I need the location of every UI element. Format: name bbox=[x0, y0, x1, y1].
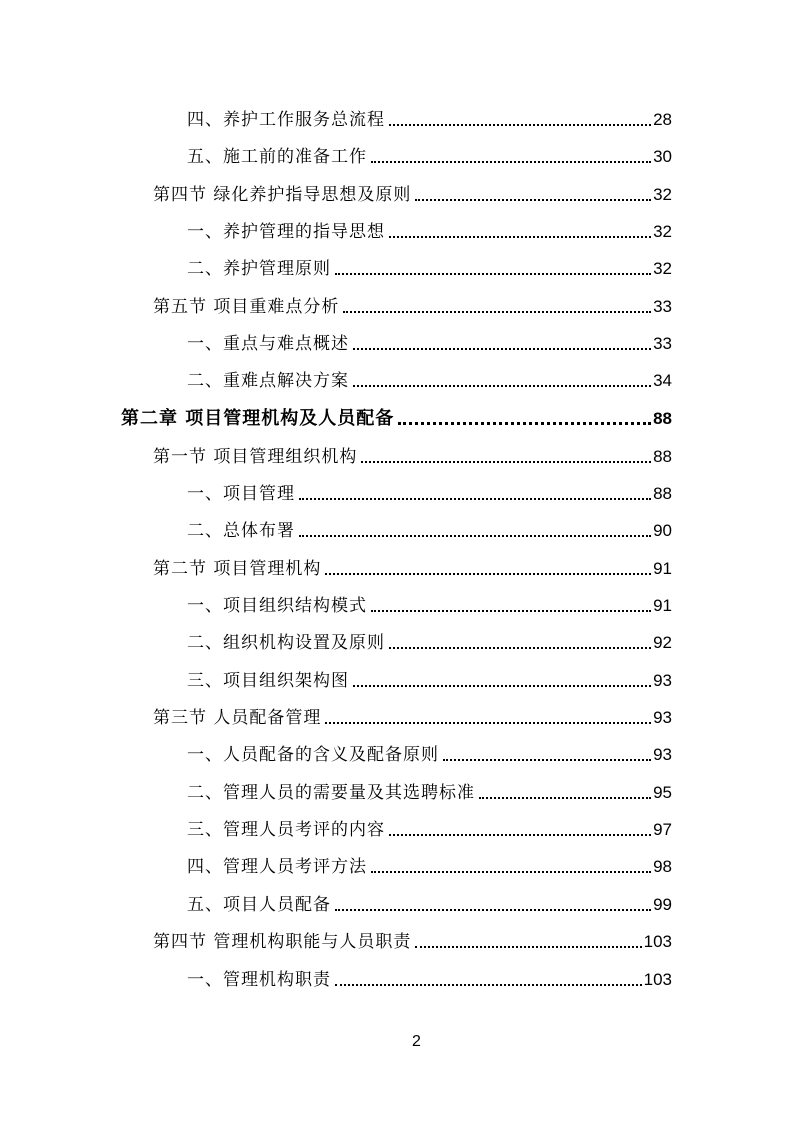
dot-leader bbox=[389, 123, 651, 126]
toc-entry-title: 二、重难点解决方案 bbox=[187, 371, 349, 391]
toc-entry-page: 98 bbox=[653, 857, 672, 876]
toc-entry[interactable] bbox=[0, 928, 672, 952]
dot-leader bbox=[325, 721, 651, 724]
toc-entry-title: 二、管理人员的需要量及其选聘标准 bbox=[187, 783, 475, 803]
toc-entry-title: 四、养护工作服务总流程 bbox=[187, 110, 385, 130]
dot-leader bbox=[299, 534, 651, 537]
dot-leader bbox=[415, 945, 641, 948]
toc-entry-title: 二、养护管理原则 bbox=[187, 259, 331, 279]
toc-entry-page: 93 bbox=[653, 708, 672, 727]
toc-entry[interactable] bbox=[0, 367, 672, 391]
dot-leader bbox=[371, 160, 651, 163]
toc-entry[interactable] bbox=[0, 853, 672, 877]
toc-entry[interactable] bbox=[0, 966, 672, 990]
toc-entry-page: 93 bbox=[653, 671, 672, 690]
dot-leader bbox=[335, 272, 651, 275]
toc-entry[interactable] bbox=[0, 480, 672, 504]
toc-entry-page: 90 bbox=[653, 521, 672, 540]
toc-entry-page: 88 bbox=[653, 409, 672, 428]
dot-leader bbox=[415, 198, 651, 201]
toc-entry[interactable] bbox=[0, 106, 672, 130]
dot-leader bbox=[299, 497, 651, 500]
toc-entry[interactable] bbox=[0, 181, 672, 205]
toc-entry-title: 第二章 项目管理机构及人员配备 bbox=[121, 408, 395, 429]
toc-entry[interactable] bbox=[0, 704, 672, 728]
toc-entry-title: 第四节 绿化养护指导思想及原则 bbox=[153, 185, 412, 205]
toc-entry-title: 一、管理机构职责 bbox=[187, 970, 331, 990]
toc-entry[interactable] bbox=[0, 741, 672, 765]
dot-leader bbox=[389, 646, 651, 649]
toc-entry[interactable] bbox=[0, 667, 672, 691]
dot-leader bbox=[479, 796, 651, 799]
toc-entry-page: 93 bbox=[653, 745, 672, 764]
toc-entry-page: 92 bbox=[653, 633, 672, 652]
page-number: 2 bbox=[412, 1033, 421, 1050]
toc-entry-page: 97 bbox=[653, 820, 672, 839]
toc-entry-page: 103 bbox=[643, 932, 672, 951]
toc-entry-page: 95 bbox=[653, 783, 672, 802]
toc-entry[interactable] bbox=[0, 255, 672, 279]
toc-entry-chapter[interactable] bbox=[0, 405, 672, 429]
toc-entry-title: 第一节 项目管理组织机构 bbox=[153, 447, 358, 467]
dot-leader bbox=[398, 421, 651, 425]
toc-entry-title: 第二节 项目管理机构 bbox=[153, 559, 322, 579]
toc-entry[interactable] bbox=[0, 779, 672, 803]
dot-leader bbox=[353, 684, 651, 687]
toc-entry[interactable] bbox=[0, 816, 672, 840]
toc-entry[interactable] bbox=[0, 891, 672, 915]
toc-entry-page: 32 bbox=[653, 185, 672, 204]
toc-entry-page: 33 bbox=[653, 297, 672, 316]
toc-entry-page: 88 bbox=[653, 484, 672, 503]
dot-leader bbox=[335, 983, 642, 986]
toc-entry-title: 五、施工前的准备工作 bbox=[187, 147, 367, 167]
toc-entry-title: 一、项目组织结构模式 bbox=[187, 596, 367, 616]
toc-entry-page: 91 bbox=[653, 596, 672, 615]
toc-entry-title: 三、管理人员考评的内容 bbox=[187, 820, 385, 840]
dot-leader bbox=[335, 908, 651, 911]
toc-entry-title: 三、项目组织架构图 bbox=[187, 671, 349, 691]
toc-entry[interactable] bbox=[0, 143, 672, 167]
toc-entry[interactable] bbox=[0, 555, 672, 579]
dot-leader bbox=[371, 609, 651, 612]
toc-entry-title: 第四节 管理机构职能与人员职责 bbox=[153, 932, 412, 952]
toc-entry-page: 99 bbox=[653, 895, 672, 914]
dot-leader bbox=[353, 384, 651, 387]
toc-entry[interactable] bbox=[0, 517, 672, 541]
toc-entry-page: 91 bbox=[653, 559, 672, 578]
toc-entry[interactable] bbox=[0, 629, 672, 653]
toc-entry[interactable] bbox=[0, 443, 672, 467]
toc-entry-page: 30 bbox=[653, 147, 672, 166]
toc-entry[interactable] bbox=[0, 218, 672, 242]
toc-entry-title: 二、组织机构设置及原则 bbox=[187, 633, 385, 653]
toc-entry-title: 四、管理人员考评方法 bbox=[187, 857, 367, 877]
toc-entry[interactable] bbox=[0, 293, 672, 317]
toc-entry-title: 第五节 项目重难点分析 bbox=[153, 297, 340, 317]
toc-entry[interactable] bbox=[0, 330, 672, 354]
dot-leader bbox=[325, 572, 651, 575]
toc-entry-title: 二、总体布署 bbox=[187, 521, 295, 541]
dot-leader bbox=[353, 347, 651, 350]
toc-entry-page: 103 bbox=[643, 970, 672, 989]
toc-entry-title: 一、人员配备的含义及配备原则 bbox=[187, 745, 439, 765]
toc-entry-title: 五、项目人员配备 bbox=[187, 895, 331, 915]
toc-entry-page: 34 bbox=[653, 371, 672, 390]
dot-leader bbox=[371, 870, 651, 873]
dot-leader bbox=[443, 758, 651, 761]
toc-entry-page: 88 bbox=[653, 447, 672, 466]
dot-leader bbox=[389, 235, 651, 238]
toc-entry-page: 33 bbox=[653, 334, 672, 353]
toc-entry-title: 第三节 人员配备管理 bbox=[153, 708, 322, 728]
dot-leader bbox=[361, 460, 651, 463]
toc-entry-page: 28 bbox=[653, 110, 672, 129]
toc-entry-title: 一、重点与难点概述 bbox=[187, 334, 349, 354]
toc-entry-page: 32 bbox=[653, 222, 672, 241]
toc-entry[interactable] bbox=[0, 592, 672, 616]
toc-entry-page: 32 bbox=[653, 259, 672, 278]
dot-leader bbox=[343, 310, 651, 313]
toc-entry-title: 一、项目管理 bbox=[187, 484, 295, 504]
toc-entry-title: 一、养护管理的指导思想 bbox=[187, 222, 385, 242]
dot-leader bbox=[389, 833, 651, 836]
